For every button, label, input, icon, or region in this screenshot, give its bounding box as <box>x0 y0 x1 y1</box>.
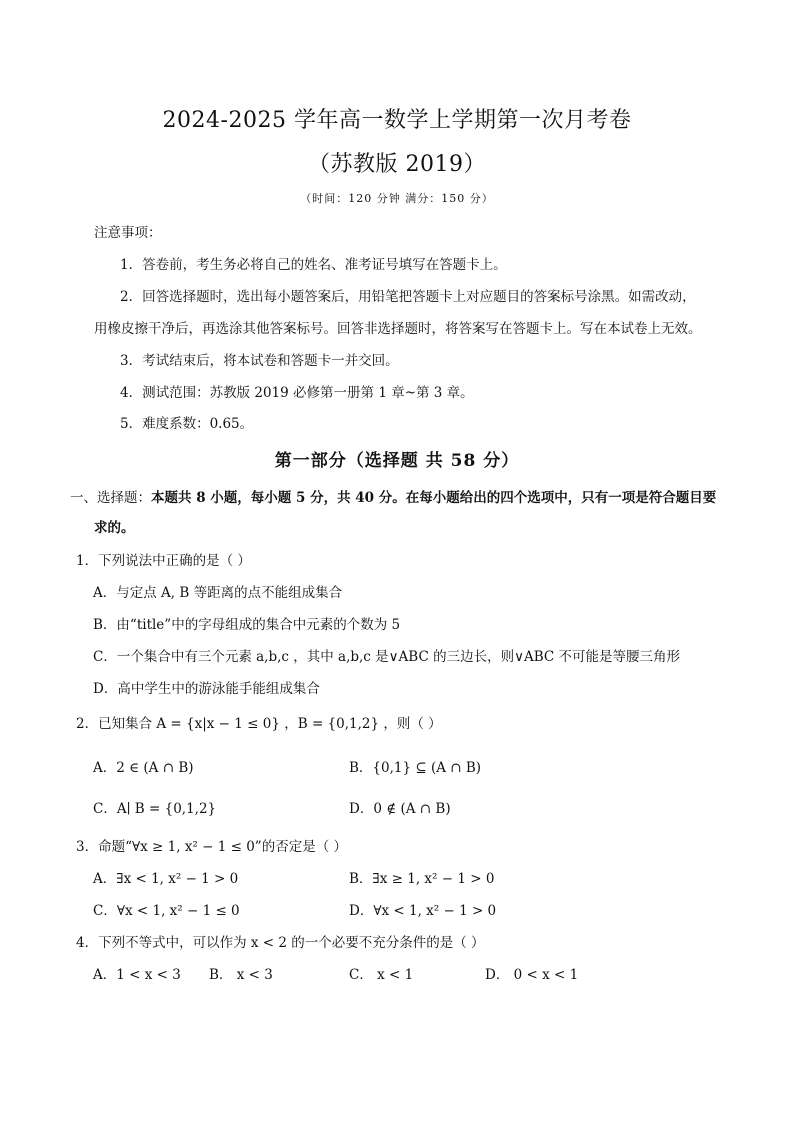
question-4-option-c: C． x < 1 <box>349 967 414 983</box>
note-item-4: 4．测试范围：苏教版 2019 必修第一册第 1 章~第 3 章。 <box>120 385 474 401</box>
question-3-stem: 3．命题“∀x ≥ 1, x² − 1 ≤ 0”的否定是（ ） <box>76 839 348 855</box>
note-item-5: 5．难度系数：0.65。 <box>120 416 254 432</box>
note-item-2-continued: 用橡皮擦干净后，再选涂其他答案标号。回答非选择题时，将答案写在答题卡上。写在本试卷上无效。 <box>94 321 702 337</box>
question-2-option-b: B．{0,1} ⊆ (A ∩ B) <box>349 760 482 776</box>
question-3-option-c: C．∀x < 1, x² − 1 ≤ 0 <box>93 903 240 919</box>
instructions-lead: 一、选择题： <box>70 490 151 506</box>
note-item-3: 3．考试结束后，将本试卷和答题卡一并交回。 <box>120 353 399 369</box>
question-2-stem: 2．已知集合 A = {x|x − 1 ≤ 0} ，B = {0,1,2} ，则（ ） <box>76 716 442 732</box>
question-2-option-d: D．0 ∉ (A ∩ B) <box>349 801 451 817</box>
question-1-option-c: C．一个集合中有三个元素 a,b,c ，其中 a,b,c 是∨ABC 的三边长，则∨ABC 不可能是等腰三角形 <box>93 649 681 665</box>
instructions-text: 本题共 8 小题，每小题 5 分，共 40 分。在每小题给出的 <box>151 490 501 506</box>
notes-heading: 注意事项： <box>94 225 162 241</box>
question-2-option-c: C．A∣ B = {0,1,2} <box>93 801 217 817</box>
question-1-option-b: B．由“title”中的字母组成的集合中元素的个数为 5 <box>93 617 401 633</box>
question-3-option-d: D．∀x < 1, x² − 1 > 0 <box>349 903 497 919</box>
question-4-stem: 4．下列不等式中，可以作为 x < 2 的一个必要不充分条件的是（ ） <box>76 935 485 951</box>
section-instructions <box>70 486 716 506</box>
section-instructions-tail: 求的。 <box>94 520 135 536</box>
question-4-option-b: B． x < 3 <box>209 967 273 983</box>
exam-meta: （时间：120 分钟 满分：150 分） <box>300 192 494 205</box>
note-item-2: 2．回答选择题时，选出每小题答案后，用铅笔把答题卡上对应题目的答案标号涂黑。如需改动， <box>120 289 696 305</box>
instructions-text-2: ，只有一项是符合题目要 <box>567 490 717 506</box>
exam-subtitle: （苏教版 2019） <box>308 152 486 177</box>
question-1-option-d: D．高中学生中的游泳能手能组成集合 <box>93 681 320 697</box>
question-4-option-a: A．1 < x < 3 <box>93 967 181 983</box>
exam-title: 2024-2025 学年高一数学上学期第一次月考卷 <box>162 108 632 133</box>
question-1-option-a: A．与定点 A, B 等距离的点不能组成集合 <box>93 585 343 601</box>
question-3-option-b: B．∃x ≥ 1, x² − 1 > 0 <box>349 871 495 887</box>
question-3-option-a: A．∃x < 1, x² − 1 > 0 <box>93 871 239 887</box>
question-4-option-d: D． 0 < x < 1 <box>485 967 579 983</box>
note-item-1: 1．答卷前，考生务必将自己的姓名、准考证号填写在答题卡上。 <box>120 257 507 273</box>
question-2-option-a: A．2 ∈ (A ∩ B) <box>93 760 194 776</box>
instructions-emphasis: 四个选项中 <box>500 490 568 506</box>
question-1-stem: 1．下列说法中正确的是（ ） <box>76 553 251 569</box>
section-title: 第一部分（选择题 共 58 分） <box>274 451 520 471</box>
